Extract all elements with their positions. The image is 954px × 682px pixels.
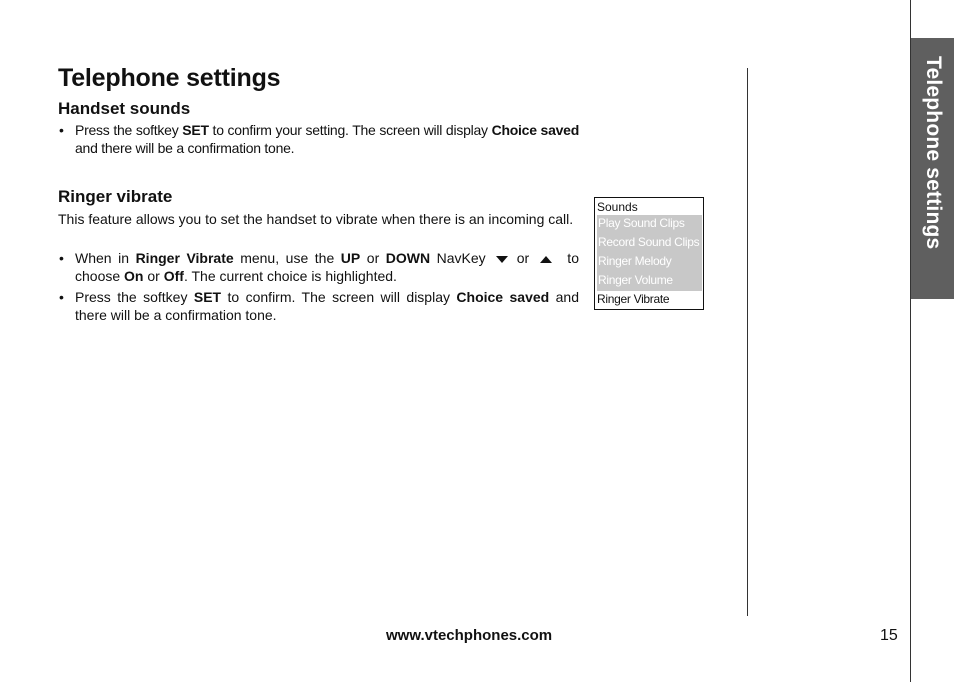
text: Press the softkey — [75, 122, 183, 138]
text: or — [360, 250, 386, 266]
softkey-set-label: SET — [182, 122, 209, 138]
ringer-vibrate-list — [58, 249, 579, 327]
screen-menu-item: Ringer Melody — [597, 253, 702, 272]
choice-saved-label: Choice saved — [491, 122, 580, 138]
ringer-vibrate-heading: Ringer vibrate — [58, 187, 173, 206]
text: to choose — [75, 250, 579, 284]
text: to confirm. The screen will display — [221, 289, 457, 305]
up-label: UP — [340, 250, 361, 266]
footer-url: www.vtechphones.com — [386, 627, 553, 644]
handset-sounds-heading: Handset sounds — [58, 99, 191, 118]
off-label: Off — [163, 268, 184, 284]
up-triangle-icon — [540, 256, 552, 263]
side-tab — [911, 38, 954, 299]
softkey-set-label: SET — [193, 289, 222, 305]
page-title: Telephone settings — [58, 64, 281, 92]
screen-menu-item: Play Sound Clips — [597, 215, 702, 234]
text: . The current choice is highlighted. — [183, 268, 397, 284]
handset-screen — [594, 197, 704, 310]
text: and there will be a confirmation tone. — [75, 140, 295, 156]
ringer-vibrate-intro: This feature allows you to set the handset to vibrate when there is an incoming call. — [58, 211, 574, 227]
list-item — [58, 249, 579, 285]
side-tab-label: Telephone settings — [922, 56, 945, 250]
screen-menu-item: Ringer Volume — [597, 272, 702, 291]
list-item — [58, 121, 579, 157]
text: Press the softkey — [75, 289, 194, 305]
list-item — [58, 288, 579, 324]
ringer-vibrate-label: Ringer Vibrate — [135, 250, 234, 266]
screen-menu-item-selected: Ringer Vibrate — [595, 291, 703, 310]
down-triangle-icon — [496, 256, 508, 263]
text: NavKey — [430, 250, 493, 266]
down-label: DOWN — [385, 250, 431, 266]
text: or — [143, 268, 164, 284]
text: to confirm your setting. The screen will display — [208, 122, 492, 138]
column-divider — [747, 68, 748, 616]
text: and there will be a confirmation tone. — [75, 289, 579, 323]
page-number: 15 — [880, 627, 898, 644]
screen-menu-item: Record Sound Clips — [597, 234, 702, 253]
handset-sounds-list — [58, 121, 579, 157]
on-label: On — [124, 268, 144, 284]
screen-header: Sounds — [597, 200, 638, 214]
text: or — [510, 250, 536, 266]
choice-saved-label: Choice saved — [456, 289, 550, 305]
text: menu, use the — [233, 250, 341, 266]
text: When in — [75, 250, 136, 266]
